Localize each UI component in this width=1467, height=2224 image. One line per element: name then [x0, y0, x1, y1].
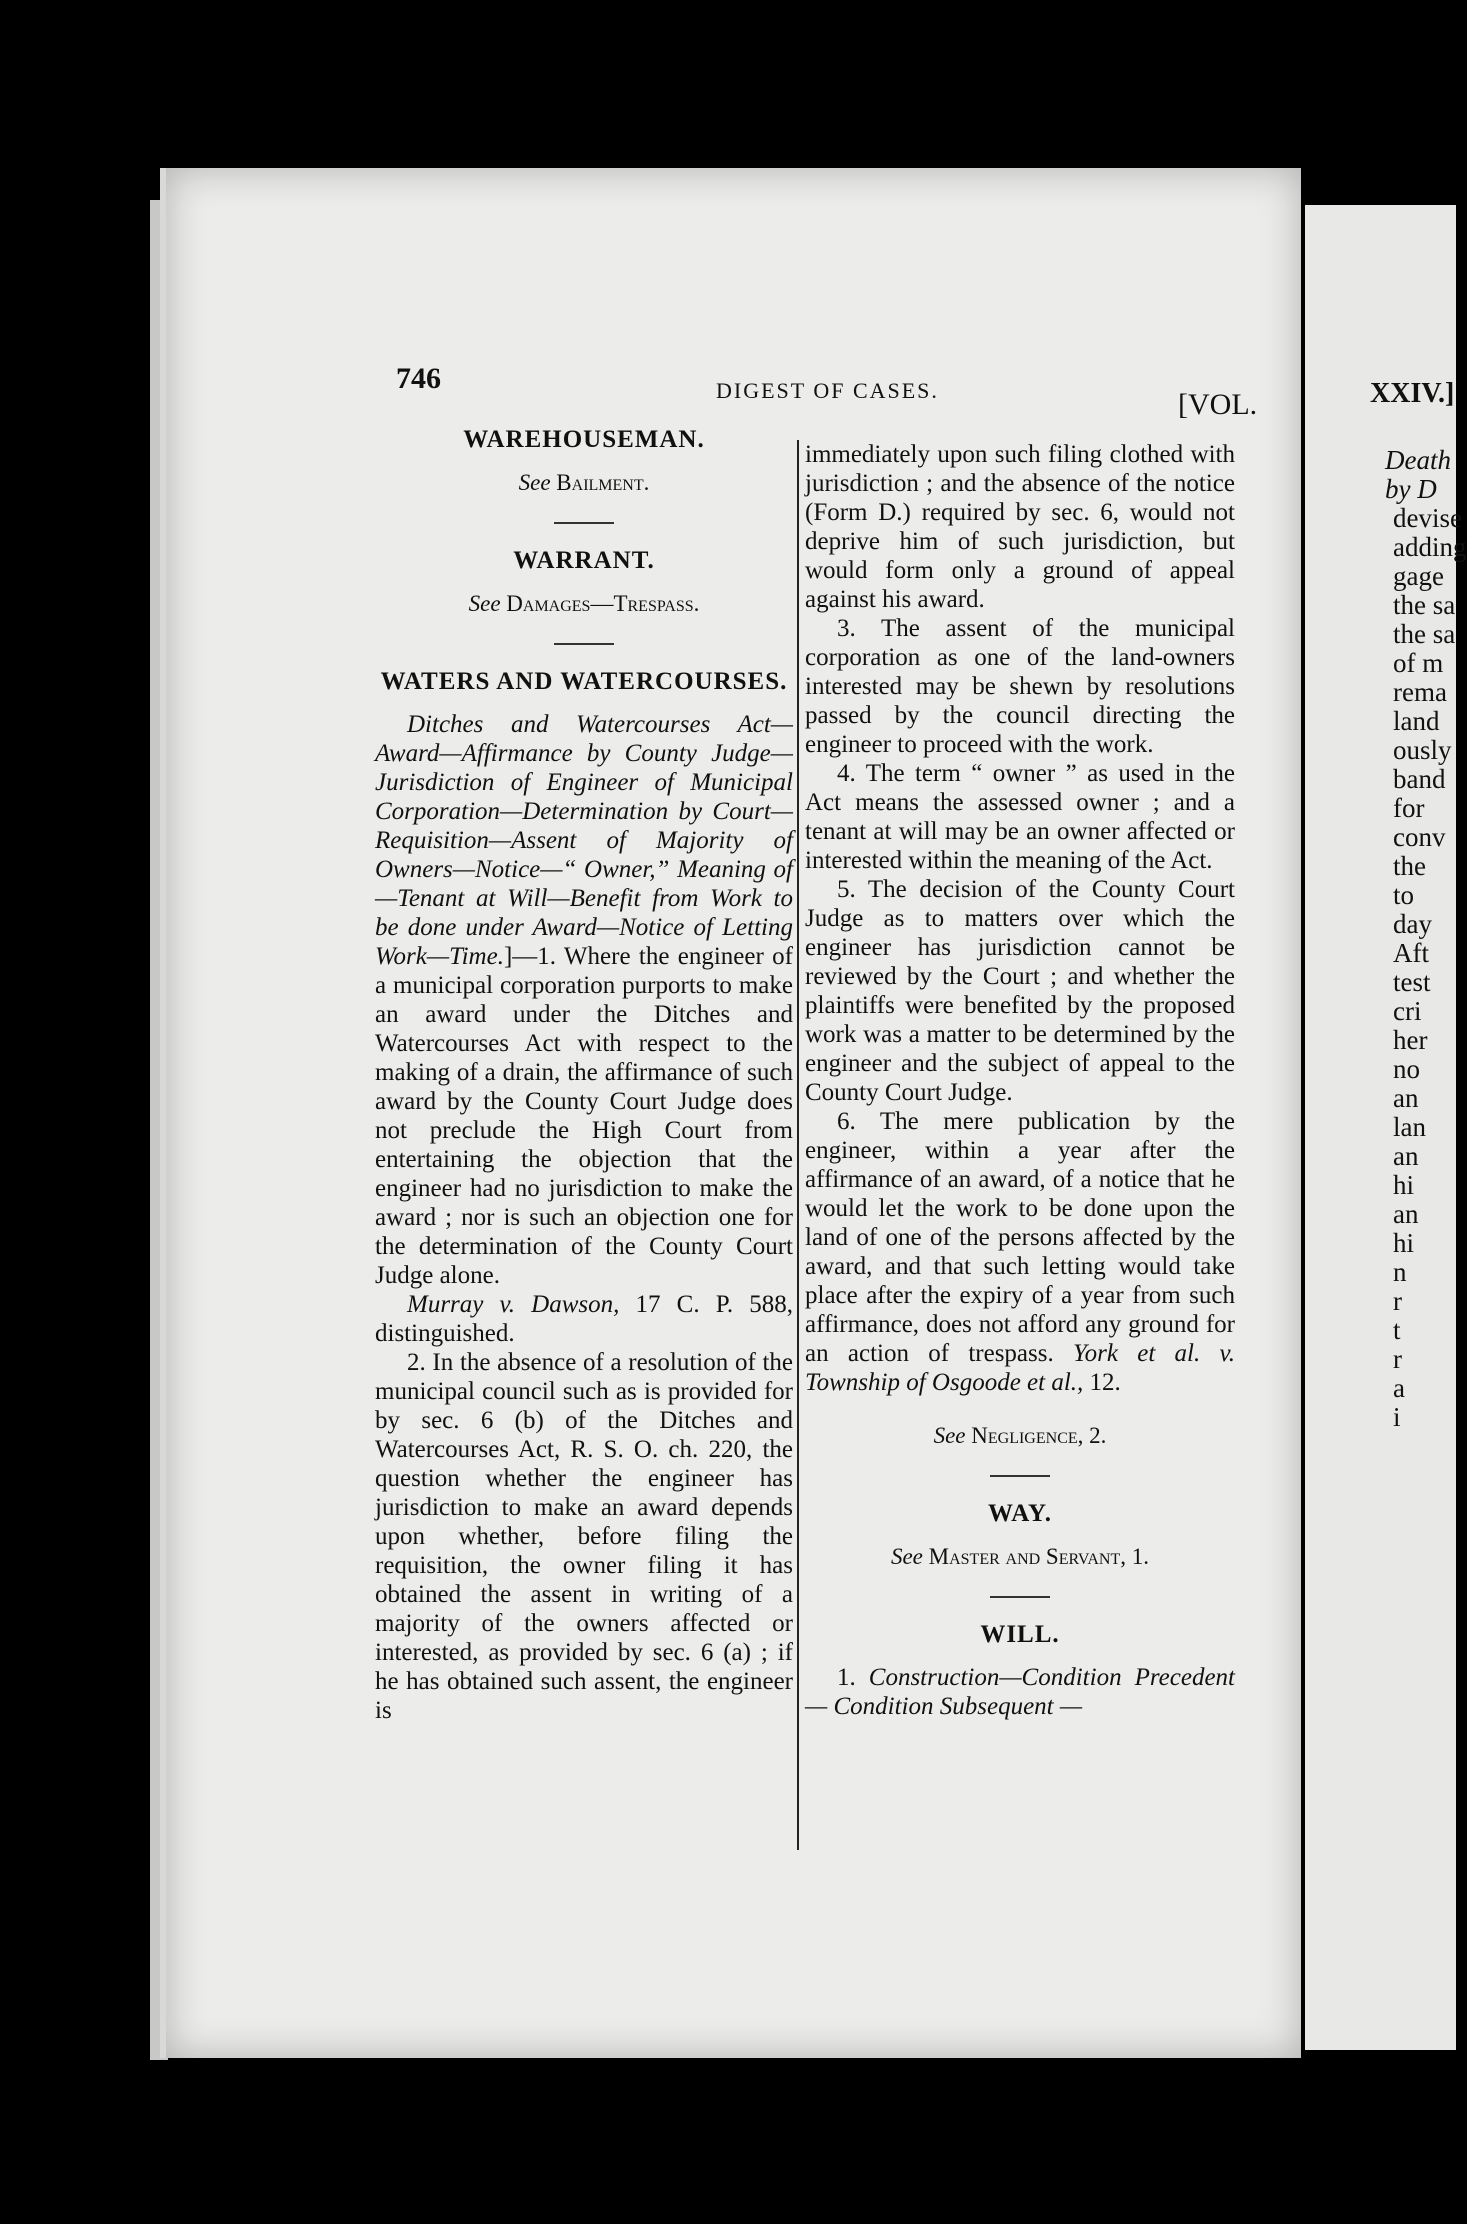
facing-page-fragment: cri — [1393, 996, 1422, 1026]
facing-page-fragment: an — [1393, 1083, 1419, 1113]
section-divider — [375, 507, 793, 536]
see-damages — [375, 589, 793, 618]
facing-page-fragment: land — [1393, 706, 1440, 736]
cross-reference: Master and Servant, 1. — [928, 1544, 1150, 1569]
facing-page-fragment: the sa — [1393, 590, 1456, 620]
heading-way: WAY. — [988, 1500, 1052, 1527]
entry-waters-2: 2. In the absence of a resolution of the municipal council such as is provided for by sec. 6 (b) of the Ditches and Watercourses Act, R. S. O. ch. 220, the question whether the engineer has jurisdiction to make an award depends upon whether, before filing the requisition, the owner filing it has obtained the assent in writing of a majority of the owners affected or interested, as provided by sec. 6 (a) ; if he has obtained such assent, the engineer is — [375, 1349, 793, 1724]
heading-warehouseman: WAREHOUSEMAN. — [463, 426, 705, 453]
facing-page-fragment: r — [1393, 1344, 1402, 1374]
paragraph-text: ]—1. Where the engineer of a municipal corporation purports to make an award under the Ditches and Watercourses Act with respect to the making of a drain, the affirmance of such award by the County Court Judge does not preclude the High Court from entertaining the objection that the engineer had no jurisdiction to make the award ; nor is such an objection one for the determination of the County Court Judge alone. — [375, 943, 793, 1289]
facing-page-fragment: a — [1393, 1373, 1405, 1403]
case-cite: 17 C. P. 588, distinguished. — [375, 1291, 794, 1347]
facing-page-fragment: ously — [1393, 735, 1452, 765]
left-column — [375, 425, 793, 1725]
see-label: See — [933, 1423, 966, 1448]
facing-page-fragment: i — [1393, 1402, 1401, 1432]
entry-waters-3: 3. The assent of the municipal corporation as one of the land-owners interested may be shewn by resolutions passed by the council directing the engineer to proceed with the work. — [805, 615, 1235, 758]
case-cite: 12. — [1083, 1369, 1121, 1396]
facing-page-fragment: hi — [1393, 1170, 1415, 1200]
entry-waters-1 — [375, 710, 793, 1290]
see-master-servant — [805, 1542, 1235, 1571]
entry-waters-6 — [805, 1107, 1235, 1397]
case-name: Murray v. Dawson, — [407, 1291, 620, 1318]
facing-page-fragment: hi — [1393, 1228, 1415, 1258]
paragraph-text: 6. The mere publication by the engineer, within a year after the affirmance of an award, of a notice that he would let the work to be done upon the land of one of the persons affected by the award, and that such letting would take place after the expiry of a year from such affirmance, does not afford any ground for an action of trespass. — [805, 1108, 1235, 1367]
right-column — [805, 440, 1235, 1721]
heading-warrant: WARRANT. — [513, 547, 655, 574]
facing-page-fragment: lan — [1393, 1112, 1426, 1142]
see-label: See — [468, 591, 501, 616]
case-citation — [375, 1290, 793, 1348]
heading-will: WILL. — [980, 1621, 1060, 1648]
entry-waters-4: 4. The term “ owner ” as used in the Act means the assessed owner ; and a tenant at will may be an owner affected or interested within the meaning of the Act. — [805, 760, 1235, 874]
facing-page — [1305, 205, 1467, 2050]
catchline: Ditches and Watercourses Act—Award—Affirmance by County Judge—Jurisdiction of Engineer of Municipal Corporation—Determination by Court—Requisition—Assent of Majority of Owners—Notice—“ Owner,” Meaning of—Tenant at Will—Benefit from Work to be done under Award—Notice of Letting Work—Time. — [375, 711, 793, 970]
facing-page-fragment: no — [1393, 1054, 1420, 1084]
facing-page-fragment: devise — [1393, 503, 1462, 533]
heading-waters: WATERS AND WATERCOURSES. — [380, 668, 788, 695]
entry-waters-2-continued: immediately upon such filing clothed with jurisdiction ; and the absence of the notice (Form D.) required by sec. 6, would not deprive him of such jurisdiction, but would form only a ground of appeal against his award. — [805, 441, 1235, 613]
see-bailment — [375, 468, 793, 497]
facing-page-fragment: Aft — [1393, 938, 1429, 968]
facing-page-fragment: by D — [1385, 474, 1437, 504]
facing-page-fragment: conv — [1393, 822, 1446, 852]
see-label: See — [890, 1544, 923, 1569]
facing-page-fragment: n — [1393, 1257, 1407, 1287]
entry-will-1 — [805, 1663, 1235, 1721]
catchline: Construction—Condition Precedent — Condition Subsequent — — [805, 1664, 1235, 1720]
facing-page-fragment: band — [1393, 764, 1446, 794]
column-rule — [797, 440, 799, 1850]
volume-marker: [VOL. — [1178, 388, 1258, 421]
facing-page-fragment: for — [1393, 793, 1425, 823]
facing-page-fragment: r — [1393, 1286, 1402, 1316]
facing-page-fragment: her — [1393, 1025, 1428, 1055]
see-label: See — [518, 470, 551, 495]
facing-page-fragment: an — [1393, 1199, 1419, 1229]
entry-number: 1. — [837, 1664, 856, 1691]
facing-page-fragment: the — [1393, 851, 1426, 881]
facing-page-fragment: Death — [1385, 445, 1451, 475]
page-number: 746 — [396, 362, 441, 395]
facing-page-fragment: the sa — [1393, 619, 1456, 649]
cross-reference: Bailment. — [556, 470, 650, 495]
running-title: DIGEST OF CASES. — [716, 378, 939, 403]
facing-page-fragment: test — [1393, 967, 1431, 997]
cross-reference: Negligence, 2. — [971, 1423, 1107, 1448]
facing-page-fragment: t — [1393, 1315, 1401, 1345]
facing-page-fragment: day — [1393, 909, 1432, 939]
section-divider — [805, 1460, 1235, 1489]
entry-waters-5: 5. The decision of the County Court Judge as to matters over which the engineer has jurisdiction cannot be reviewed by the Court ; and whether the plaintiffs were benefited by the proposed work was a matter to be determined by the engineer and the subject of appeal to the County Court Judge. — [805, 876, 1235, 1106]
facing-page-fragment: gage — [1393, 561, 1444, 591]
cross-reference: Damages—Trespass. — [506, 591, 700, 616]
facing-volume-marker: XXIV.] — [1370, 378, 1455, 409]
section-divider — [805, 1581, 1235, 1610]
facing-page-fragment: of m — [1393, 648, 1444, 678]
section-divider — [375, 628, 793, 657]
facing-page-fragment: an — [1393, 1141, 1419, 1171]
facing-page-fragment: rema — [1393, 677, 1447, 707]
case-name: York et al. v. Township of Osgoode et al., — [805, 1340, 1236, 1396]
facing-page-fragment: adding — [1393, 532, 1467, 562]
facing-page-fragment: to — [1393, 880, 1415, 910]
see-negligence — [805, 1421, 1235, 1450]
